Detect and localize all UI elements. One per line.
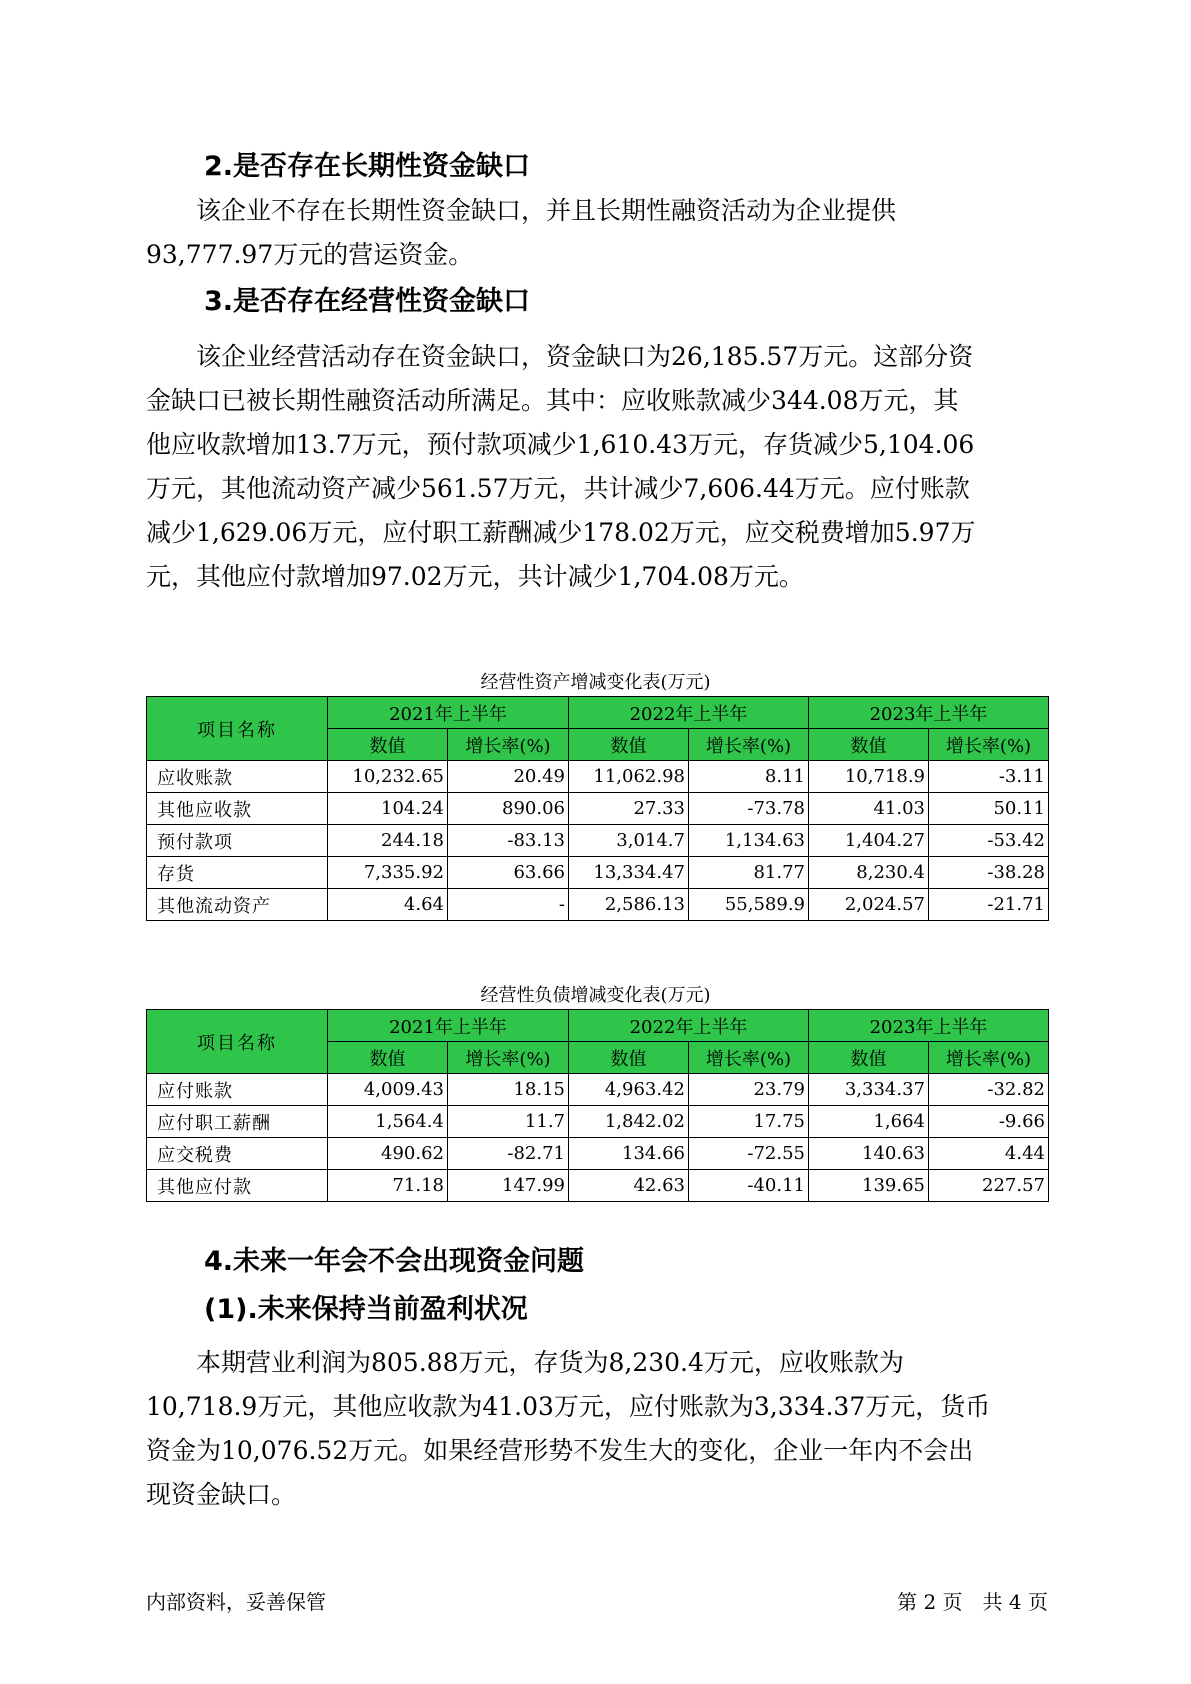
item-name-header: 项目名称 (147, 1010, 328, 1074)
value-cell: 8,230.4 (809, 857, 929, 889)
growth-cell: 147.99 (448, 1170, 569, 1202)
row-item-name: 存货 (147, 857, 328, 889)
value-cell: 42.63 (569, 1170, 689, 1202)
value-cell: 41.03 (809, 793, 929, 825)
growth-header: 增长率(%) (689, 729, 809, 761)
row-item-name: 应付职工薪酬 (147, 1106, 328, 1138)
value-header: 数值 (569, 729, 689, 761)
table-row (147, 1170, 1049, 1202)
asset-change-table (146, 696, 1049, 921)
paragraph-line: 万元，其他流动资产减少561.57万元，共计减少7,606.44万元。应付账款 (146, 474, 970, 503)
section-4-1-subheading: (1).未来保持当前盈利状况 (204, 1294, 528, 1325)
value-cell: 1,664 (809, 1106, 929, 1138)
section-2-heading: 2.是否存在长期性资金缺口 (204, 151, 531, 182)
table-row (147, 825, 1049, 857)
value-cell: 490.62 (328, 1138, 448, 1170)
value-cell: 10,718.9 (809, 761, 929, 793)
value-cell: 7,335.92 (328, 857, 448, 889)
value-cell: 1,842.02 (569, 1106, 689, 1138)
growth-cell: -9.66 (929, 1106, 1049, 1138)
growth-cell: -3.11 (929, 761, 1049, 793)
growth-cell: 20.49 (448, 761, 569, 793)
row-item-name: 应付账款 (147, 1074, 328, 1106)
paragraph-line: 本期营业利润为805.88万元，存货为8,230.4万元，应收账款为 (196, 1348, 904, 1377)
table-row (147, 1074, 1049, 1106)
growth-header: 增长率(%) (448, 1042, 569, 1074)
growth-cell: 8.11 (689, 761, 809, 793)
liability-table-body (147, 1074, 1049, 1202)
value-cell: 3,334.37 (809, 1074, 929, 1106)
growth-cell: 23.79 (689, 1074, 809, 1106)
value-header: 数值 (328, 1042, 448, 1074)
value-cell: 1,404.27 (809, 825, 929, 857)
growth-cell: 11.7 (448, 1106, 569, 1138)
paragraph-line: 93,777.97万元的营运资金。 (146, 240, 474, 269)
section-3-paragraph (146, 335, 1046, 599)
year-header: 2023年上半年 (809, 1010, 1049, 1042)
value-cell: 13,334.47 (569, 857, 689, 889)
value-cell: 140.63 (809, 1138, 929, 1170)
growth-header: 增长率(%) (929, 729, 1049, 761)
section-2-paragraph (146, 189, 1046, 277)
value-cell: 4,963.42 (569, 1074, 689, 1106)
paragraph-line: 资金为10,076.52万元。如果经营形势不发生大的变化，企业一年内不会出 (146, 1436, 974, 1465)
paragraph-line: 10,718.9万元，其他应收款为41.03万元，应付账款为3,334.37万元，货币 (146, 1392, 991, 1421)
table-row (147, 1138, 1049, 1170)
paragraph-line: 现资金缺口。 (146, 1480, 297, 1509)
growth-cell: -53.42 (929, 825, 1049, 857)
value-cell: 104.24 (328, 793, 448, 825)
year-header: 2021年上半年 (328, 697, 569, 729)
row-item-name: 应收账款 (147, 761, 328, 793)
paragraph-line: 该企业经营活动存在资金缺口，资金缺口为26,185.57万元。这部分资 (196, 342, 974, 371)
growth-header: 增长率(%) (689, 1042, 809, 1074)
value-cell: 2,024.57 (809, 889, 929, 921)
value-header: 数值 (809, 729, 929, 761)
table-row (147, 889, 1049, 921)
growth-cell: 890.06 (448, 793, 569, 825)
year-header: 2021年上半年 (328, 1010, 569, 1042)
value-cell: 10,232.65 (328, 761, 448, 793)
growth-cell: 50.11 (929, 793, 1049, 825)
row-item-name: 其他流动资产 (147, 889, 328, 921)
table-row (147, 761, 1049, 793)
row-item-name: 其他应收款 (147, 793, 328, 825)
table-row (147, 857, 1049, 889)
year-header: 2023年上半年 (809, 697, 1049, 729)
asset-table-body (147, 761, 1049, 921)
section-3-heading: 3.是否存在经营性资金缺口 (204, 286, 531, 317)
growth-cell: -83.13 (448, 825, 569, 857)
growth-cell: 17.75 (689, 1106, 809, 1138)
value-cell: 1,564.4 (328, 1106, 448, 1138)
growth-cell: 55,589.9 (689, 889, 809, 921)
paragraph-line: 该企业不存在长期性资金缺口，并且长期性融资活动为企业提供 (196, 196, 897, 225)
growth-cell: 227.57 (929, 1170, 1049, 1202)
growth-cell: 4.44 (929, 1138, 1049, 1170)
value-cell: 244.18 (328, 825, 448, 857)
liability-table-caption: 经营性负债增减变化表(万元) (480, 985, 711, 1006)
value-cell: 3,014.7 (569, 825, 689, 857)
growth-cell: -72.55 (689, 1138, 809, 1170)
value-cell: 4.64 (328, 889, 448, 921)
value-header: 数值 (809, 1042, 929, 1074)
section-4-paragraph (146, 1341, 1046, 1517)
growth-cell: 63.66 (448, 857, 569, 889)
value-cell: 27.33 (569, 793, 689, 825)
table-row (147, 1106, 1049, 1138)
year-header: 2022年上半年 (569, 697, 809, 729)
value-header: 数值 (328, 729, 448, 761)
growth-header: 增长率(%) (448, 729, 569, 761)
section-4-heading: 4.未来一年会不会出现资金问题 (204, 1246, 585, 1277)
value-cell: 134.66 (569, 1138, 689, 1170)
value-cell: 4,009.43 (328, 1074, 448, 1106)
footer-confidential-note: 内部资料，妥善保管 (146, 1590, 326, 1614)
growth-cell: - (448, 889, 569, 921)
paragraph-line: 减少1,629.06万元，应付职工薪酬减少178.02万元，应交税费增加5.97万 (146, 518, 976, 547)
growth-cell: 81.77 (689, 857, 809, 889)
value-cell: 71.18 (328, 1170, 448, 1202)
paragraph-line: 金缺口已被长期性融资活动所满足。其中：应收账款减少344.08万元，其 (146, 386, 959, 415)
asset-table-caption: 经营性资产增减变化表(万元) (480, 672, 711, 693)
growth-cell: 1,134.63 (689, 825, 809, 857)
growth-header: 增长率(%) (929, 1042, 1049, 1074)
value-header: 数值 (569, 1042, 689, 1074)
value-cell: 139.65 (809, 1170, 929, 1202)
growth-cell: -82.71 (448, 1138, 569, 1170)
growth-cell: -73.78 (689, 793, 809, 825)
row-item-name: 预付款项 (147, 825, 328, 857)
growth-cell: -21.71 (929, 889, 1049, 921)
paragraph-line: 他应收款增加13.7万元，预付款项减少1,610.43万元，存货减少5,104.06 (146, 430, 975, 459)
year-header: 2022年上半年 (569, 1010, 809, 1042)
liability-change-table (146, 1009, 1049, 1202)
growth-cell: -32.82 (929, 1074, 1049, 1106)
paragraph-line: 元，其他应付款增加97.02万元，共计减少1,704.08万元。 (146, 562, 804, 591)
growth-cell: 18.15 (448, 1074, 569, 1106)
footer-page-number: 第 2 页 共 4 页 (897, 1590, 1048, 1614)
growth-cell: -40.11 (689, 1170, 809, 1202)
table-row (147, 793, 1049, 825)
item-name-header: 项目名称 (147, 697, 328, 761)
value-cell: 11,062.98 (569, 761, 689, 793)
row-item-name: 其他应付款 (147, 1170, 328, 1202)
value-cell: 2,586.13 (569, 889, 689, 921)
growth-cell: -38.28 (929, 857, 1049, 889)
row-item-name: 应交税费 (147, 1138, 328, 1170)
